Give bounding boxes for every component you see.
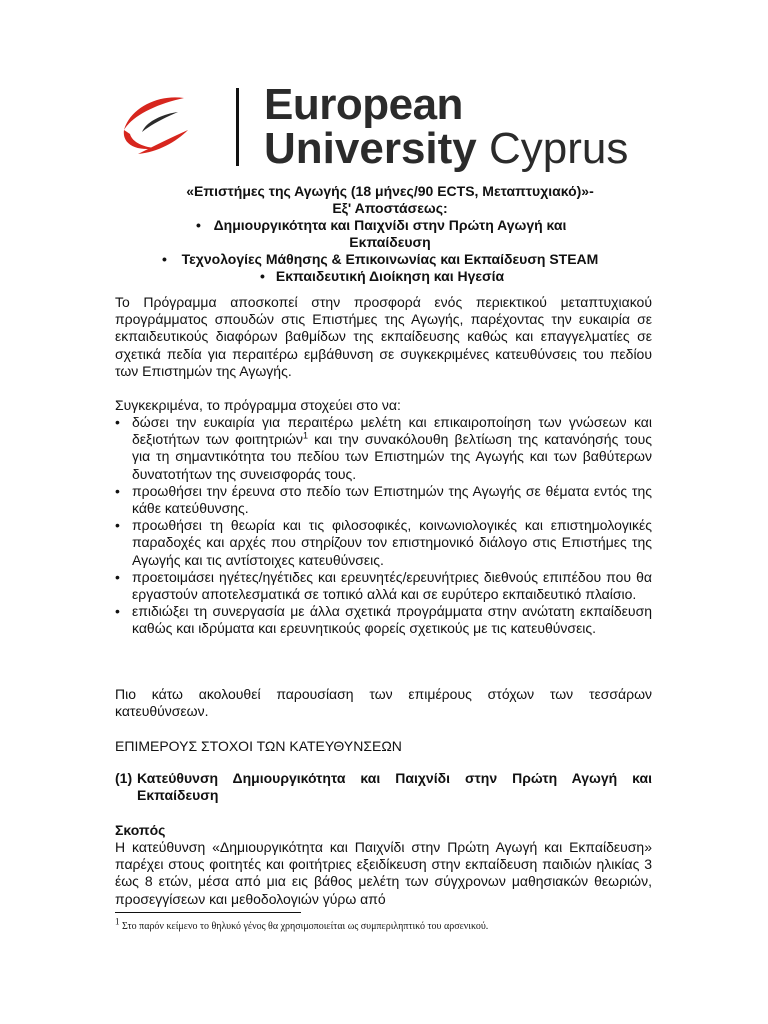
- section-heading: [115, 738, 652, 755]
- logo-wordmark-university: University: [264, 124, 477, 173]
- footnote-text: Στο παρόν κείμενο το θηλυκό γένος θα χρησιμοποιείται ως συμπεριληπτικό του αρσενικού.: [119, 921, 489, 932]
- program-title-line1: «Επιστήμες της Αγωγής (18 μήνες/90 ECTS, Μεταπτυχιακό)»-: [186, 183, 594, 199]
- goals-list: [115, 414, 652, 638]
- goal-text-cont: και την συνακόλουθη βελτίωση της κατανόησής τους για τη σημαντικότητα του πεδίου των Επιστημών της Αγωγής και των βαθύτερων δυνατοτήτων της συνεισφοράς τους.: [132, 431, 653, 482]
- footnote-divider: [115, 912, 301, 913]
- logo-divider: [236, 88, 239, 166]
- program-title-line2: Εξ' Αποστάσεως:: [332, 200, 448, 216]
- track-item: [150, 217, 630, 251]
- goal-item: [115, 603, 652, 637]
- subsection-number: (1): [115, 770, 133, 786]
- subsection-title: Κατεύθυνση Δημιουργικότητα και Παιχνίδι στην Πρώτη Αγωγή και Εκπαίδευση: [137, 770, 652, 804]
- purpose-label: Σκοπός: [115, 822, 166, 838]
- track-label: Δημιουργικότητα και Παιχνίδι στην Πρώτη Αγωγή και Εκπαίδευση: [213, 217, 567, 250]
- purpose-paragraph: [115, 839, 652, 908]
- program-heading: [150, 183, 630, 285]
- footnote: [115, 916, 489, 932]
- goal-item: [115, 414, 652, 483]
- intro-text: Το Πρόγραμμα αποσκοπεί στην προσφορά ενός περιεκτικού μεταπτυχιακού προγράμματος σπουδών στις Επιστήμες της Αγωγής, παρέχοντας την ευκαιρία σε εκπαιδευτικούς διαφόρων βαθμίδων της εκπαίδευσης καθώς και επαγγελματίες σε σχετικά πεδία για περαιτέρω εμβάθυνση σε συγκεκριμένες κατευθύνσεις του πεδίου των Επιστημών της Αγωγής.: [115, 294, 652, 379]
- followup-text: Πιο κάτω ακολουθεί παρουσίαση των επιμέρους στόχων των τεσσάρων κατευθύνσεων.: [115, 686, 652, 720]
- logo-wordmark-cyprus: Cyprus: [489, 124, 629, 173]
- logo-wordmark-line1: European: [264, 80, 463, 129]
- goals-heading: [115, 397, 652, 414]
- followup-paragraph: [115, 686, 652, 720]
- bullet-icon: •: [115, 603, 120, 620]
- goal-item: [115, 483, 652, 517]
- purpose-heading: [115, 822, 652, 839]
- track-item: [150, 251, 630, 268]
- bullet-icon: •: [115, 482, 120, 499]
- goals-title: Συγκεκριμένα, το πρόγραμμα στοχεύει στο να:: [115, 397, 401, 413]
- subsection-heading: [115, 770, 652, 804]
- goal-text: προετοιμάσει ηγέτες/ηγέτιδες και ερευνητές/ερευνήτριες διεθνούς επιπέδου που θα εργαστούν αποτελεσματικά σε τοπικό αλλά και σε ευρύτερο εκπαιδευτικό πλαίσιο.: [132, 568, 652, 603]
- footnote-ref[interactable]: 1: [303, 430, 309, 441]
- bullet-icon: •: [115, 517, 120, 534]
- goal-item: [115, 517, 652, 569]
- track-item: [150, 268, 630, 285]
- footnote-marker: 1: [115, 916, 120, 927]
- bullet-icon: •: [196, 217, 201, 233]
- goal-text: προωθήσει την έρευνα στο πεδίο των Επιστημών της Αγωγής σε θέματα εντός της κάθε κατεύθυνσης.: [132, 482, 652, 517]
- goal-text: δώσει την ευκαιρία για περαιτέρω μελέτη και επικαιροποίηση των γνώσεων και δεξιοτήτων των φοιτητριών: [132, 414, 652, 448]
- goal-text: επιδιώξει τη συνεργασία με άλλα σχετικά προγράμματα στην ανώτατη εκπαίδευση καθώς και ιδρύματα και ερευνητικούς φορείς σχετικούς με τις κατευθύνσεις.: [132, 603, 652, 637]
- bullet-icon: •: [115, 414, 120, 430]
- track-list: [150, 217, 630, 285]
- track-label: Εκπαιδευτική Διοίκηση και Ηγεσία: [275, 268, 505, 284]
- bullet-icon: •: [260, 268, 265, 284]
- university-logo: [118, 82, 638, 182]
- logo-wordmark-line2: [264, 126, 628, 172]
- swoosh-logo-icon: [118, 90, 198, 170]
- bullet-icon: •: [162, 251, 167, 267]
- track-label: Τεχνολογίες Μάθησης & Επικοινωνίας και Εκπαίδευση STEAM: [181, 251, 599, 267]
- goal-item: [115, 569, 652, 603]
- section-title: ΕΠΙΜΕΡΟΥΣ ΣΤΟΧΟΙ ΤΩΝ ΚΑΤΕΥΘΥΝΣΕΩΝ: [115, 738, 402, 754]
- goal-text: προωθήσει τη θεωρία και τις φιλοσοφικές, κοινωνιολογικές και επιστημολογικές παραδοχές και αρχές που στηρίζουν τον επιστημονικό διάλογο στις Επιστήμες της Αγωγής και τις αντίστοιχες κατευθύνσεις.: [132, 517, 652, 568]
- intro-paragraph: [115, 294, 652, 380]
- purpose-text: Η κατεύθυνση «Δημιουργικότητα και Παιχνίδι στην Πρώτη Αγωγή και Εκπαίδευση» παρέχει στους φοιτητές και φοιτήτριες εξειδίκευση στην εκπαίδευση παιδιών ηλικίας 3 έως 8 ετών, μέσα από μια εις βάθος μελέτη των σύγχρονων μαθησιακών θεωριών, προσεγγίσεων και μεθοδολογιών γύρω από: [115, 839, 652, 907]
- bullet-icon: •: [115, 568, 120, 585]
